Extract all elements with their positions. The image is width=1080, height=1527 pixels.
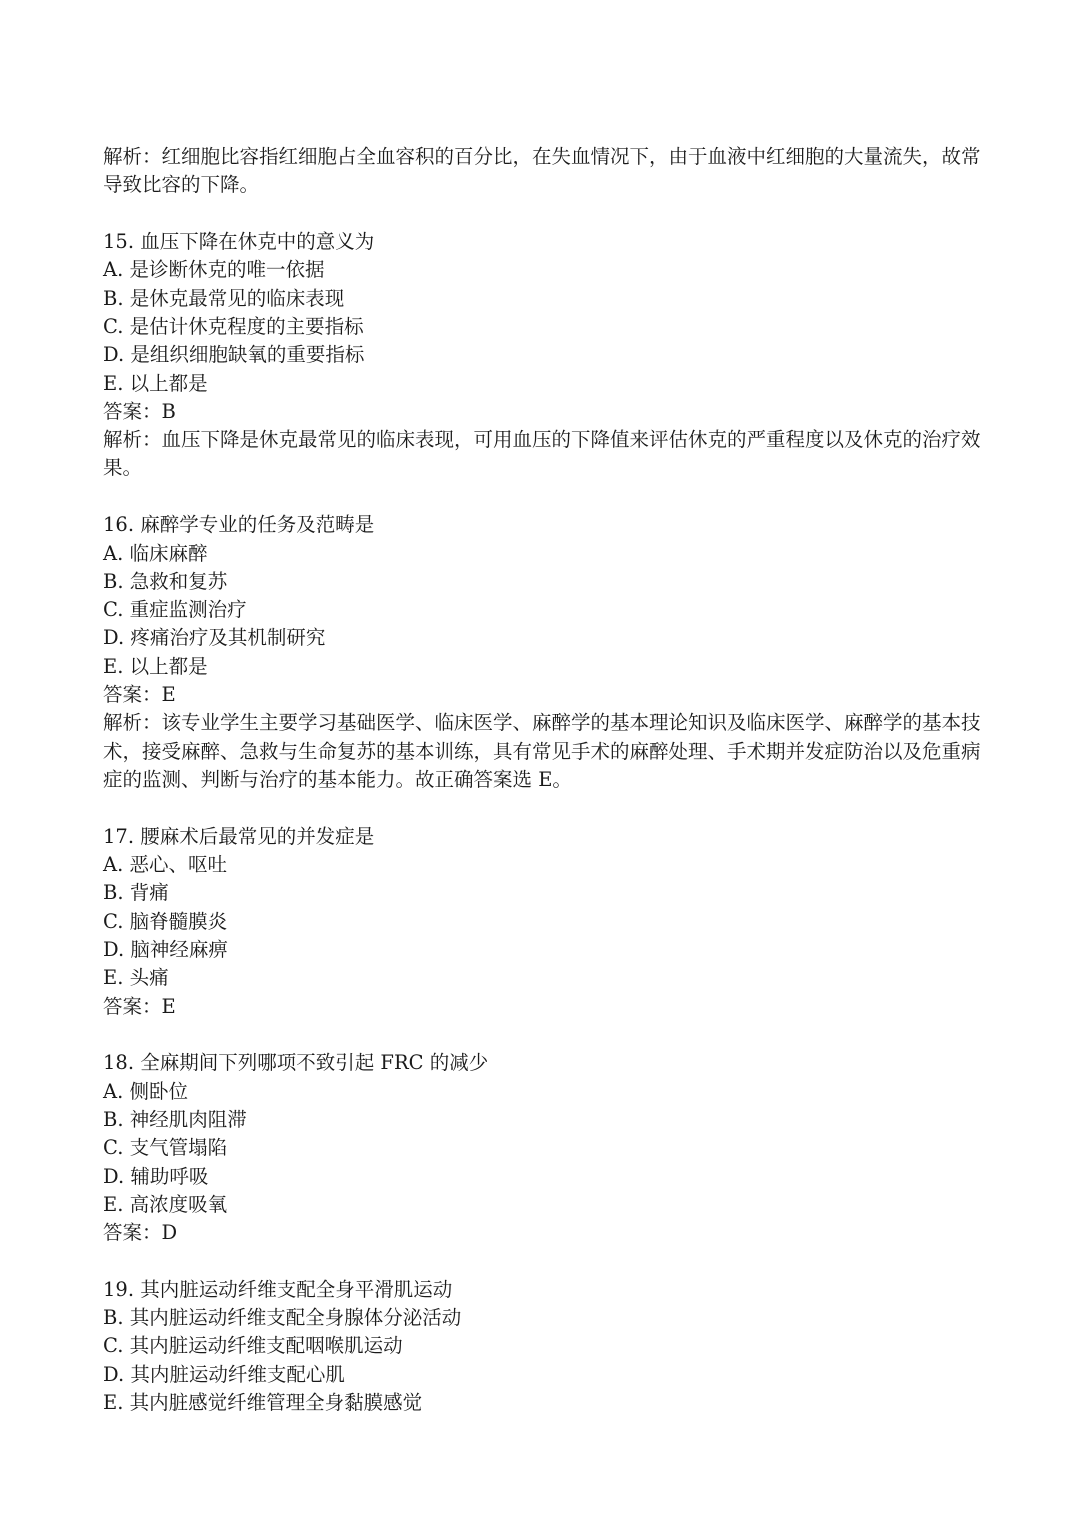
option-c: C. 其内脏运动纤维支配咽喉肌运动 <box>103 1334 403 1358</box>
question-19 <box>103 1276 983 1417</box>
question-stem: 19. 其内脏运动纤维支配全身平滑肌运动 <box>103 1277 453 1301</box>
answer-text: 答案：E <box>103 683 176 707</box>
paragraph-gap <box>103 483 983 512</box>
question-15 <box>103 228 983 483</box>
question-16 <box>103 511 983 794</box>
analysis-text: 解析：该专业学生主要学习基础医学、临床医学、麻醉学的基本理论知识及临床医学、麻醉学的基本技术，接受麻醉、急救与生命复苏的基本训练，具有常见手术的麻醉处理、手术期并发症防治以及危重病症的监测、判断与治疗的基本能力。故正确答案选 E。 <box>103 711 981 791</box>
option-c: C. 重症监测治疗 <box>103 598 247 622</box>
option-d: D. 其内脏运动纤维支配心肌 <box>103 1362 345 1386</box>
option-b: B. 其内脏运动纤维支配全身腺体分泌活动 <box>103 1306 462 1330</box>
option-e: E. 头痛 <box>103 966 169 990</box>
question-17 <box>103 823 983 1021</box>
option-e: E. 以上都是 <box>103 371 208 395</box>
option-c: C. 是估计休克程度的主要指标 <box>103 314 364 338</box>
question-stem: 16. 麻醉学专业的任务及范畴是 <box>103 513 375 537</box>
question-stem: 17. 腰麻术后最常见的并发症是 <box>103 824 375 848</box>
option-a: A. 侧卧位 <box>103 1079 188 1103</box>
option-b: B. 急救和复苏 <box>103 569 228 593</box>
paragraph-gap <box>103 1247 983 1276</box>
answer-text: 答案：D <box>103 1221 178 1245</box>
option-e: E. 高浓度吸氧 <box>103 1192 228 1216</box>
option-d: D. 辅助呼吸 <box>103 1164 209 1188</box>
paragraph-gap <box>103 794 983 823</box>
question-stem: 18. 全麻期间下列哪项不致引起 FRC 的减少 <box>103 1051 489 1075</box>
document-page <box>103 143 983 1417</box>
paragraph-gap <box>103 200 983 229</box>
option-e: E. 以上都是 <box>103 654 208 678</box>
paragraph-gap <box>103 1021 983 1050</box>
option-e: E. 其内脏感觉纤维管理全身黏膜感觉 <box>103 1391 423 1415</box>
option-a: A. 是诊断休克的唯一依据 <box>103 258 325 282</box>
analysis-text: 解析：红细胞比容指红细胞占全血容积的百分比，在失血情况下，由于血液中红细胞的大量流失，故常导致比容的下降。 <box>103 145 981 197</box>
option-c: C. 支气管塌陷 <box>103 1136 228 1160</box>
option-b: B. 神经肌肉阻滞 <box>103 1107 247 1131</box>
analysis-text: 解析：血压下降是休克最常见的临床表现，可用血压的下降值来评估休克的严重程度以及休克的治疗效果。 <box>103 428 981 480</box>
option-b: B. 是休克最常见的临床表现 <box>103 286 345 310</box>
option-d: D. 脑神经麻痹 <box>103 937 228 961</box>
question-18 <box>103 1049 983 1247</box>
option-b: B. 背痛 <box>103 881 169 905</box>
option-c: C. 脑脊髓膜炎 <box>103 909 228 933</box>
option-a: A. 临床麻醉 <box>103 541 208 565</box>
answer-text: 答案：E <box>103 994 176 1018</box>
option-d: D. 疼痛治疗及其机制研究 <box>103 626 326 650</box>
option-a: A. 恶心、呕吐 <box>103 853 227 877</box>
answer-text: 答案：B <box>103 399 176 423</box>
question-stem: 15. 血压下降在休克中的意义为 <box>103 230 375 254</box>
option-d: D. 是组织细胞缺氧的重要指标 <box>103 343 365 367</box>
